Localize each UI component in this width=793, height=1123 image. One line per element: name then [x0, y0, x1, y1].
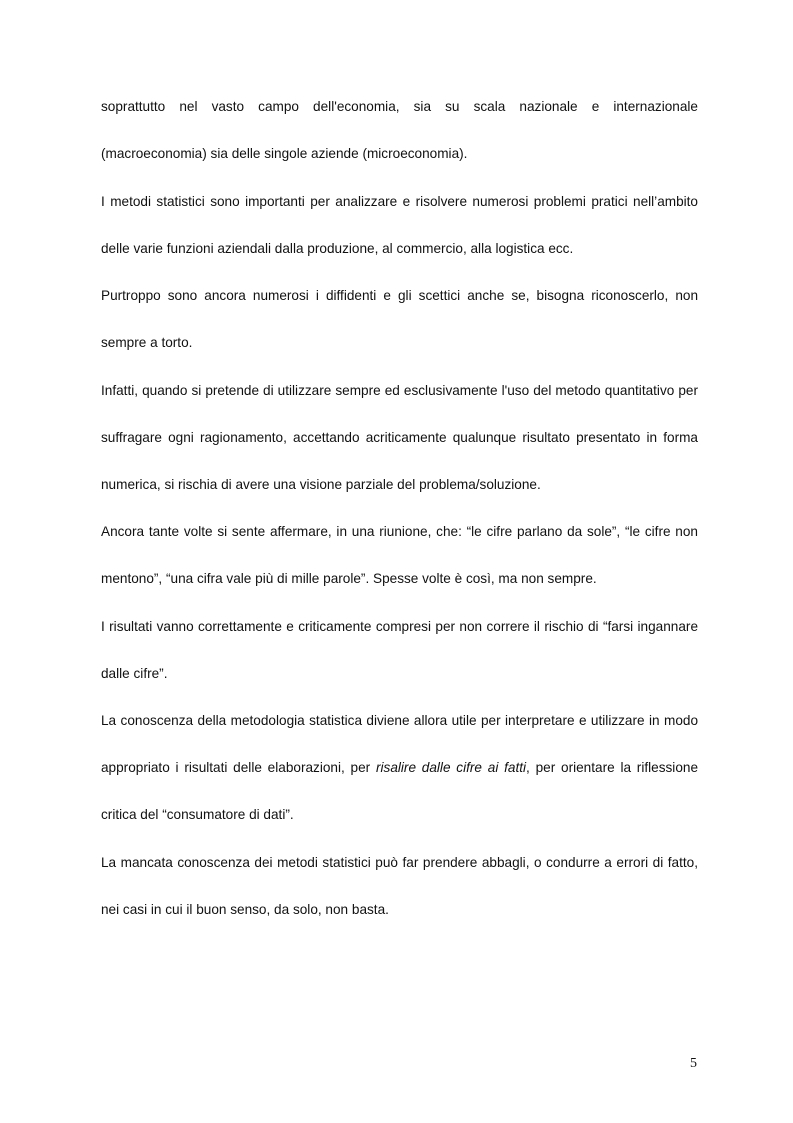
page-number: 5 [690, 1056, 697, 1071]
body-text [101, 83, 698, 933]
paragraph: Purtroppo sono ancora numerosi i diffidenti e gli scettici anche se, bisogna riconoscerlo, non sempre a torto. [101, 288, 698, 350]
paragraph: La mancata conoscenza dei metodi statistici può far prendere abbagli, o condurre a errori di fatto, nei casi in cui il buon senso, da solo, non basta. [101, 854, 698, 917]
paragraph: Ancora tante volte si sente affermare, in una riunione, che: “le cifre parlano da sole”, “le cifre non mentono”, “una cifra vale più di mille parole”. Spesse volte è così, ma non sempre. [101, 524, 698, 586]
paragraph-text-end: , per orientare la riflessione critica del “consumatore di dati”. [101, 760, 699, 822]
paragraph [101, 697, 698, 838]
paragraph: soprattutto nel vasto campo dell'economia, sia su scala nazionale e internazionale (macroeconomia) sia delle singole aziende (microeconomia). [101, 99, 698, 161]
paragraph-text-start: La conoscenza della metodologia statistica diviene allora utile per interpretare e utilizzare in modo appropriato i risultati delle elaborazioni, per [101, 713, 698, 775]
paragraph: I risultati vanno correttamente e criticamente compresi per non correre il rischio di “farsi ingannare dalle cifre”. [101, 618, 698, 681]
emphasized-phrase: risalire dalle cifre ai fatti [375, 760, 527, 775]
paragraph: I metodi statistici sono importanti per analizzare e risolvere numerosi problemi pratici nell’ambito delle varie funzioni aziendali dalla produzione, al commercio, alla logistica ecc. [101, 193, 698, 256]
paragraph: Infatti, quando si pretende di utilizzare sempre ed esclusivamente l'uso del metodo quantitativo per suffragare ogni ragionamento, accettando acriticamente qualunque risultato presentato in forma numerica, si rischia di avere una visione parziale del problema/soluzione. [101, 382, 698, 492]
